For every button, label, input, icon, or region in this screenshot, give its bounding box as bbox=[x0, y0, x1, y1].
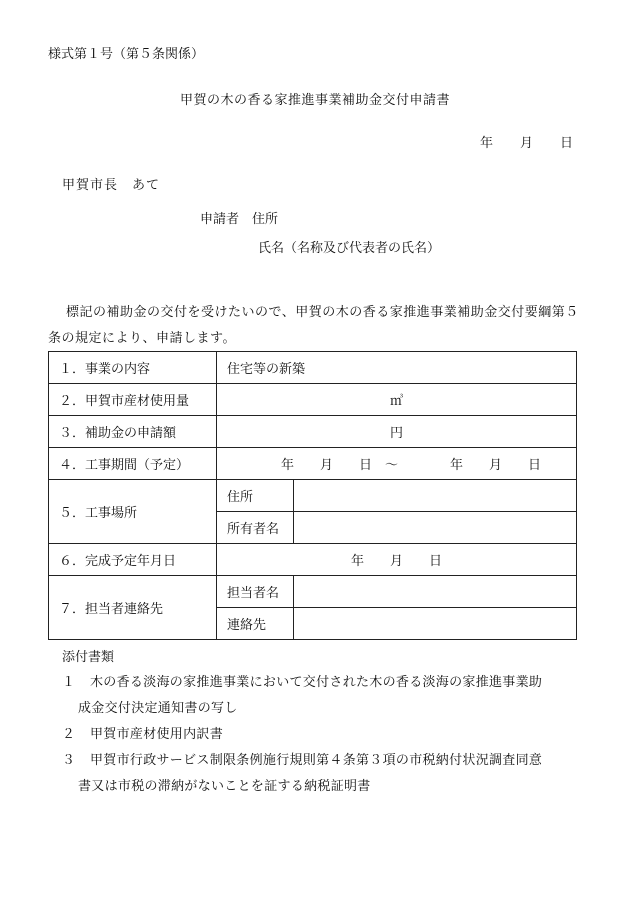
row-label: ７．担当者連絡先 bbox=[49, 576, 217, 640]
project-content-value[interactable]: 住宅等の新築 bbox=[217, 352, 577, 384]
table-row bbox=[49, 448, 577, 480]
timber-amount-field[interactable]: ㎥ bbox=[217, 384, 577, 416]
list-item bbox=[62, 670, 582, 722]
item-text: 木の香る淡海の家推進事業において交付された木の香る淡海の家推進事業助 bbox=[90, 675, 543, 690]
row-label: ５．工事場所 bbox=[49, 480, 217, 544]
body-text bbox=[48, 300, 580, 352]
completion-date-field[interactable]: 年 月 日 bbox=[217, 544, 577, 576]
applicant-name-label: 氏名（名称及び代表者の氏名） bbox=[258, 241, 441, 256]
contact-info-field[interactable] bbox=[294, 608, 577, 640]
sub-label: 所有者名 bbox=[217, 512, 294, 544]
item-number: ３ bbox=[62, 753, 76, 768]
document-title: 甲賀の木の香る家推進事業補助金交付申請書 bbox=[179, 93, 450, 108]
contact-person-field[interactable] bbox=[294, 576, 577, 608]
table-row bbox=[49, 480, 577, 512]
row-label: ３．補助金の申請額 bbox=[49, 416, 217, 448]
item-text-continued: 成金交付決定通知書の写し bbox=[78, 701, 238, 716]
sub-label: 担当者名 bbox=[217, 576, 294, 608]
application-date bbox=[480, 132, 573, 151]
construction-period-field[interactable]: 年 月 日 ～ 年 月 日 bbox=[217, 448, 577, 480]
attachments-heading: 添付書類 bbox=[62, 650, 115, 665]
application-table bbox=[48, 351, 577, 640]
table-row bbox=[49, 544, 577, 576]
applicant-address-label: 申請者 住所 bbox=[200, 212, 279, 227]
table-row bbox=[49, 384, 577, 416]
sub-label: 住所 bbox=[217, 480, 294, 512]
form-number: 様式第１号（第５条関係） bbox=[48, 47, 205, 62]
item-number: ２ bbox=[62, 727, 76, 742]
list-item bbox=[62, 748, 582, 800]
item-text: 甲賀市行政サービス制限条例施行規則第４条第３項の市税納付状況調査同意 bbox=[90, 753, 543, 768]
item-number: １ bbox=[62, 675, 76, 690]
list-item bbox=[62, 722, 582, 748]
date-year-label: 年 bbox=[480, 136, 494, 151]
body-text-content: 標記の補助金の交付を受けたいので、甲賀の木の香る家推進事業補助金交付要綱第５条の規定により、申請します。 bbox=[48, 305, 579, 346]
date-day-label: 日 bbox=[560, 136, 574, 151]
table-row bbox=[49, 352, 577, 384]
item-text: 甲賀市産材使用内訳書 bbox=[90, 727, 224, 742]
row-label: ２．甲賀市産材使用量 bbox=[49, 384, 217, 416]
owner-name-field[interactable] bbox=[294, 512, 577, 544]
sub-label: 連絡先 bbox=[217, 608, 294, 640]
addressee: 甲賀市長 あて bbox=[62, 178, 161, 193]
table-row bbox=[49, 416, 577, 448]
date-month-label: 月 bbox=[520, 136, 534, 151]
item-text-continued: 書又は市税の滞納がないことを証する納税証明書 bbox=[78, 779, 371, 794]
row-label: １．事業の内容 bbox=[49, 352, 217, 384]
row-label: ６．完成予定年月日 bbox=[49, 544, 217, 576]
site-address-field[interactable] bbox=[294, 480, 577, 512]
subsidy-amount-field[interactable]: 円 bbox=[217, 416, 577, 448]
row-label: ４．工事期間（予定） bbox=[49, 448, 217, 480]
table-row bbox=[49, 576, 577, 608]
